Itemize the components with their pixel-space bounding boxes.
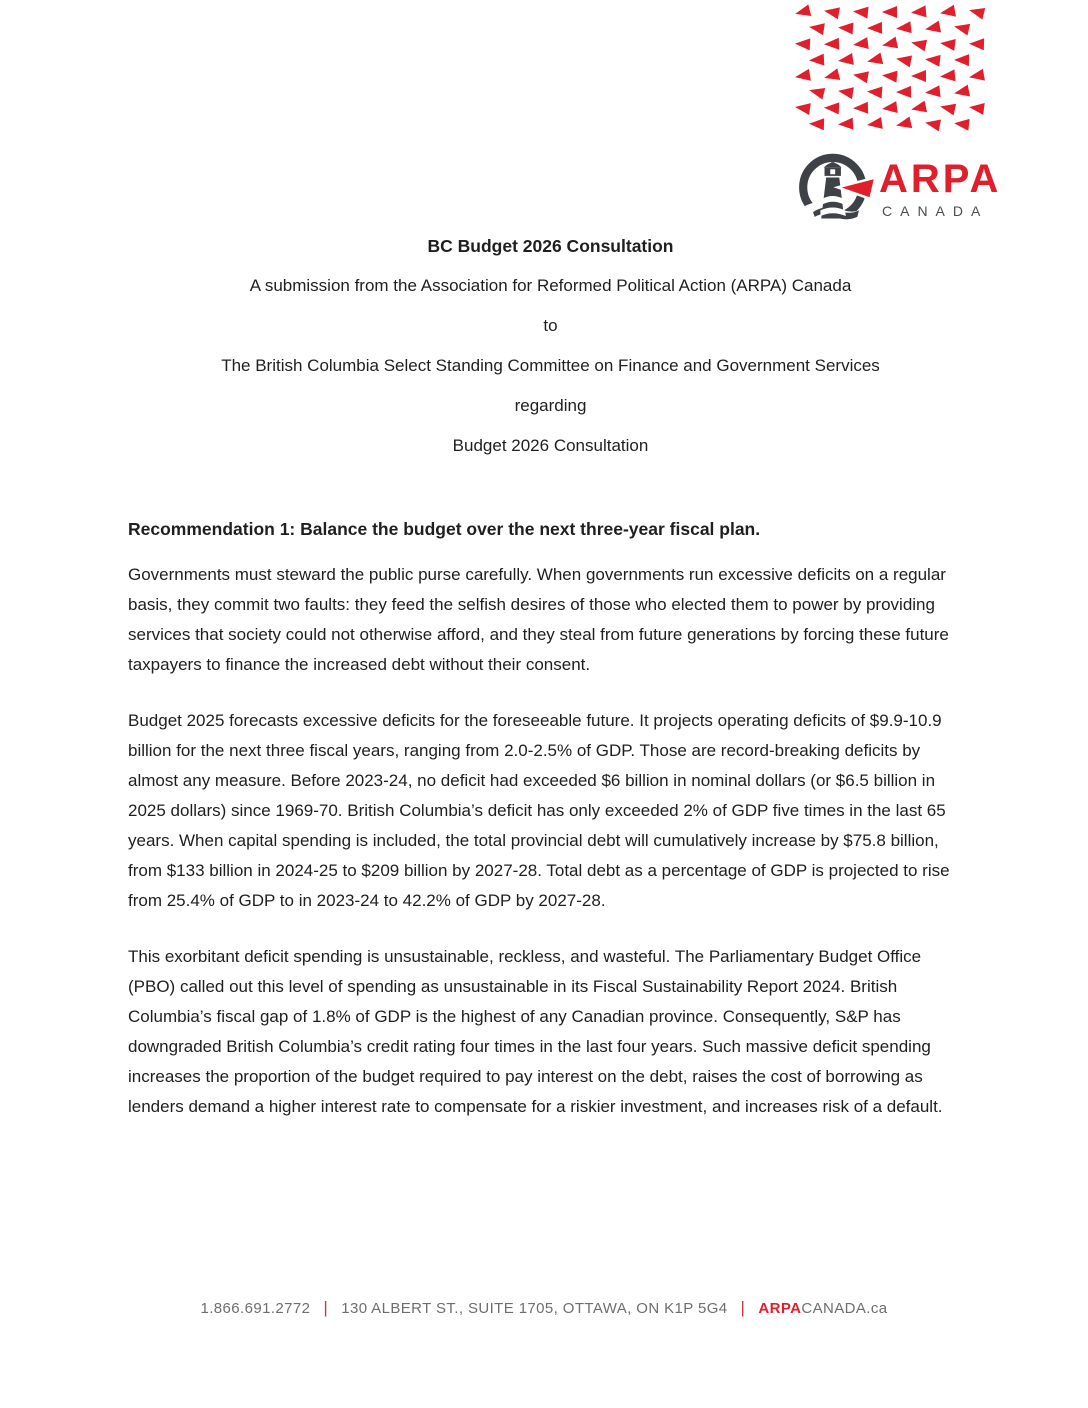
red-triangle-icon [809, 118, 824, 131]
doc-subtitle-regarding: regarding [514, 396, 587, 415]
triangle-pattern-row [809, 86, 1000, 98]
red-triangle-icon [795, 38, 811, 51]
doc-subtitle-committee: The British Columbia Select Standing Committee on Finance and Government Services [221, 356, 880, 375]
triangle-pattern-row [809, 22, 1000, 34]
red-triangle-icon [808, 84, 825, 99]
red-triangle-icon [896, 86, 911, 98]
red-triangle-icon [968, 69, 985, 83]
red-triangle-icon [910, 37, 927, 52]
footer-website [758, 1300, 887, 1317]
red-triangle-icon [924, 53, 940, 67]
red-triangle-icon [968, 4, 985, 19]
red-triangle-icon [838, 21, 854, 34]
red-triangle-icon [939, 101, 956, 116]
footer-website-domain: CANADA.ca [801, 1299, 888, 1317]
red-triangle-icon [824, 102, 840, 115]
red-triangle-icon [953, 85, 970, 100]
page-footer [0, 1298, 1088, 1318]
red-triangle-icon [852, 69, 869, 83]
red-triangle-icon [953, 20, 970, 35]
triangle-pattern-row [795, 70, 1000, 82]
triangle-pattern-row [795, 6, 1000, 18]
red-triangle-icon [881, 37, 898, 52]
triangle-pattern-row [795, 38, 1000, 50]
red-triangle-icon [809, 54, 825, 67]
red-triangle-icon [939, 37, 955, 51]
red-triangle-icon [881, 101, 897, 115]
triangle-pattern-row [809, 118, 1000, 130]
red-triangle-icon [882, 6, 897, 18]
red-triangle-icon [939, 5, 956, 19]
doc-subtitle-to: to [543, 316, 558, 335]
red-triangle-icon [867, 22, 882, 34]
red-triangle-icon [924, 85, 940, 99]
red-triangle-icon [895, 116, 912, 131]
red-triangle-icon [794, 101, 811, 115]
red-triangle-icon [794, 4, 811, 19]
red-triangle-icon [838, 118, 854, 131]
red-triangle-icon [940, 69, 956, 82]
brand-name: ARPA [879, 157, 1002, 201]
paragraph: Governments must steward the public purse carefully. When governments run excessive deficits on a regular basis, they commit two faults: they feed the selfish desires of those who elected them to power by providing services that society could not otherwise afford, and they steal from future generations by forcing these future taxpayers to finance the increased debt without their consent. [128, 565, 949, 674]
red-triangle-icon [866, 52, 883, 67]
red-triangle-icon [853, 5, 869, 18]
red-triangle-icon [953, 117, 969, 131]
footer-separator: | [740, 1298, 746, 1317]
footer-address: 130 ALBERT ST., SUITE 1705, OTTAWA, ON K1P 5G4 [341, 1299, 728, 1317]
red-triangle-icon [853, 102, 868, 115]
red-triangle-icon [911, 70, 926, 82]
red-triangle-icon [895, 21, 911, 35]
triangle-flock-pattern [795, 6, 1000, 130]
doc-title: BC Budget 2026 Consultation [427, 236, 674, 256]
red-triangle-icon [910, 101, 927, 116]
red-triangle-icon [954, 54, 969, 66]
document-content [128, 236, 973, 1148]
arpa-logo [795, 148, 1000, 230]
triangle-pattern-row [795, 102, 1000, 114]
red-triangle-icon [969, 38, 984, 51]
paragraph: This exorbitant deficit spending is unsustainable, reckless, and wasteful. The Parliamentary Budget Office (PBO) called out this level of spending as unsustainable in its Fiscal Sustainability Report 2024. British Columbia’s fiscal gap of 1.8% of GDP is the highest of any Canadian province. Consequently, S&P has downgraded British Columbia’s credit rating four times in the last four years. Such massive deficit spending increases the proportion of the budget required to pay interest on the debt, raises the cost of borrowing as lenders demand a higher interest rate to compensate for a riskier investment, and increases risk of a default. [128, 947, 943, 1116]
doc-subtitle-budget: Budget 2026 Consultation [452, 436, 649, 455]
red-triangle-icon [823, 5, 840, 19]
footer-website-brand: ARPA [758, 1299, 802, 1317]
footer-phone: 1.866.691.2772 [200, 1299, 311, 1317]
arpa-logo-block [795, 6, 1000, 230]
red-triangle-icon [808, 21, 825, 35]
brand-subtitle: CANADA [882, 203, 989, 219]
red-triangle-icon [895, 53, 912, 68]
red-triangle-icon [837, 85, 854, 99]
paragraph: Budget 2025 forecasts excessive deficits for the foreseeable future. It projects operating deficits of $9.9-10.9 billion for the next three fiscal years, ranging from 2.0-2.5% of GDP. Those are record-breaking deficits by almost any measure. Before 2023-24, no deficit had exceeded $6 billion in nominal dollars (or $6.5 billion in 2025 dollars) since 1969-70. British Columbia’s deficit has only exceeded 2% of GDP five times in the last 65 years. When capital spending is included, the total provincial debt will cumulatively increase by $75.8 billion, from $133 billion in 2024-25 to $209 billion by 2027-28. Total debt as a percentage of GDP is projected to rise from 25.4% of GDP to in 2023-24 to 42.2% of GDP by 2027-28. [128, 711, 950, 910]
red-triangle-icon [823, 68, 840, 83]
lighthouse-emblem-icon [795, 148, 877, 230]
red-triangle-icon [824, 38, 839, 51]
red-triangle-icon [924, 117, 941, 132]
triangle-pattern-row [809, 54, 1000, 66]
red-triangle-icon [852, 37, 868, 51]
red-triangle-icon [882, 69, 898, 82]
footer-separator: | [323, 1298, 329, 1317]
recommendation-heading: Recommendation 1: Balance the budget over the next three-year fiscal plan. [128, 519, 761, 539]
red-triangle-icon [867, 85, 883, 98]
red-triangle-icon [968, 101, 984, 115]
red-triangle-icon [911, 5, 927, 18]
red-triangle-icon [866, 117, 883, 131]
red-triangle-icon [837, 53, 854, 67]
red-triangle-icon [924, 21, 941, 36]
red-triangle-icon [794, 69, 811, 83]
doc-subtitle-submission: A submission from the Association for Reformed Political Action (ARPA) Canada [249, 276, 852, 295]
